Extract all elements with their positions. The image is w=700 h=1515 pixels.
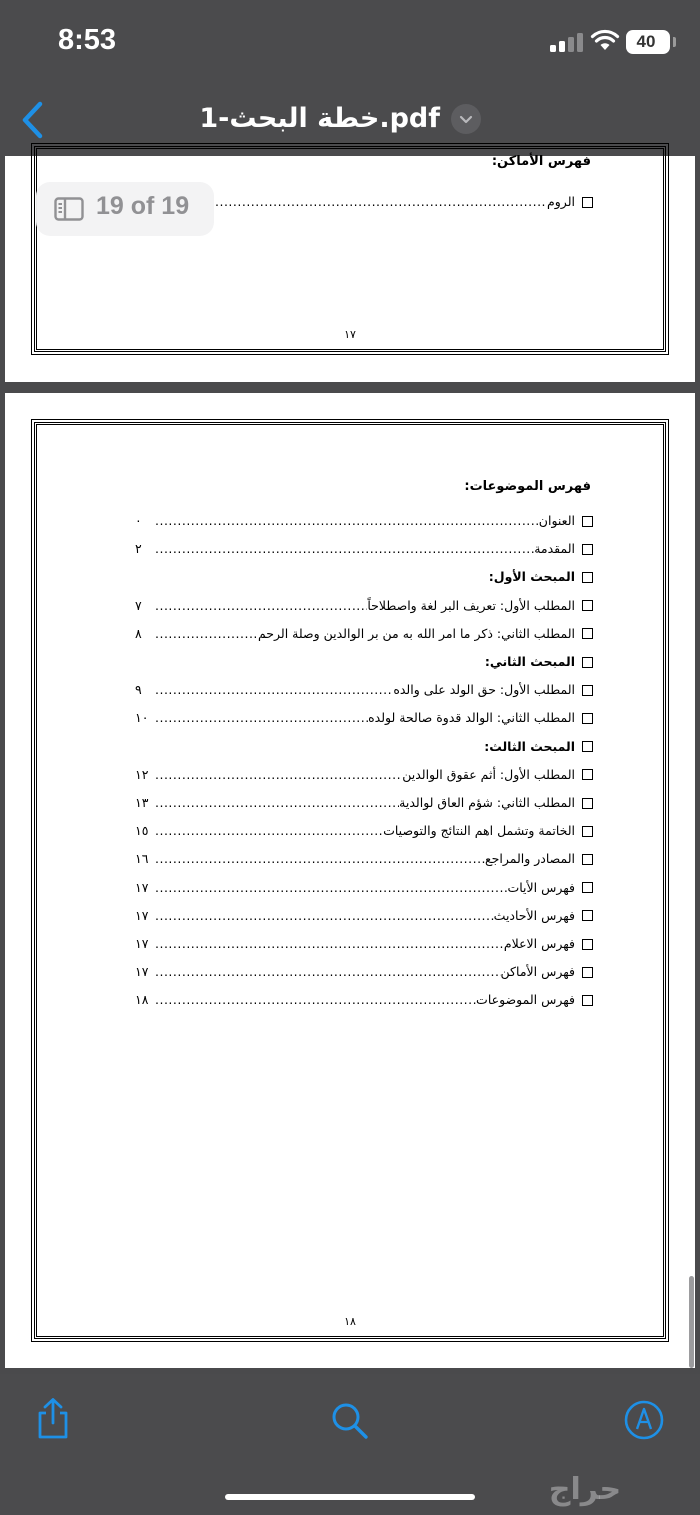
entry-page-number: ١٧ xyxy=(135,964,149,980)
entry-page-number: ١٢ xyxy=(135,766,149,782)
entry-text: فهرس الاعلام xyxy=(503,936,575,951)
entry-page-number: ١٧ xyxy=(135,879,149,895)
toc-entry xyxy=(135,878,593,898)
toc-section-heading xyxy=(135,652,593,672)
toc-entry xyxy=(135,906,593,926)
toc-entry xyxy=(135,821,593,841)
leader-dots xyxy=(215,192,547,212)
toc-entry xyxy=(135,849,593,869)
toc-entry xyxy=(135,962,593,982)
page-indicator[interactable] xyxy=(36,182,214,236)
checkbox-square-icon xyxy=(582,685,593,696)
entry-page-number: ١٥ xyxy=(135,823,149,839)
leader-dots xyxy=(155,539,534,559)
page-border xyxy=(34,146,666,352)
battery-tip xyxy=(673,37,676,47)
search-icon[interactable] xyxy=(328,1399,372,1443)
markup-icon[interactable] xyxy=(622,1398,666,1442)
toc-entry xyxy=(135,539,593,559)
toc-entry xyxy=(135,708,593,728)
entry-text: المقدمة xyxy=(534,541,575,557)
leader-dots xyxy=(155,680,393,700)
entry-page-number: ٠ xyxy=(135,513,142,528)
back-chevron-icon[interactable] xyxy=(16,98,50,142)
checkbox-square-icon xyxy=(582,910,593,921)
entry-text: المطلب الأول: أثم عقوق الوالدين xyxy=(402,766,575,782)
checkbox-square-icon xyxy=(582,854,593,865)
checkbox-square-icon xyxy=(582,572,593,583)
top-bar xyxy=(0,0,700,156)
leader-dots xyxy=(155,934,504,954)
entry-text: المبحث الثاني: xyxy=(484,654,575,669)
toc-section-heading xyxy=(135,737,593,757)
document-title[interactable]: خطة البحث-1.pdf xyxy=(199,103,440,134)
places-index-heading: فهرس الأماكن: xyxy=(491,154,591,169)
entry-page-number: ١٣ xyxy=(135,795,149,810)
checkbox-square-icon xyxy=(582,798,593,809)
entry-page-number: ١٨ xyxy=(135,992,149,1008)
toc-entry xyxy=(135,793,593,813)
toc-entry xyxy=(135,624,593,644)
wifi-icon xyxy=(590,28,620,52)
share-icon[interactable] xyxy=(31,1396,75,1440)
toc-entry xyxy=(215,192,593,212)
entry-text: فهرس الأيات xyxy=(507,879,575,895)
entry-text: المبحث الثالث: xyxy=(484,738,575,754)
leader-dots xyxy=(155,765,402,785)
page-number: ١٧ xyxy=(344,328,356,341)
watermark-logo: حراج xyxy=(548,1472,622,1507)
checkbox-square-icon xyxy=(582,628,593,639)
sidebar-thumbnails-icon xyxy=(54,197,84,221)
leader-dots xyxy=(155,624,258,644)
checkbox-square-icon xyxy=(582,544,593,555)
battery-level: 40 xyxy=(636,32,656,51)
checkbox-square-icon xyxy=(582,600,593,611)
entry-page-number: ٩ xyxy=(135,682,142,698)
page-indicator-label: 19 of 19 xyxy=(96,192,190,220)
entry-text: العنوان xyxy=(538,513,575,528)
entry-page-number: ١٠ xyxy=(135,710,149,726)
cellular-signal-icon xyxy=(550,32,584,52)
entry-page-number: ١٧ xyxy=(135,907,149,923)
checkbox-square-icon xyxy=(582,967,593,978)
toc-entry xyxy=(135,596,593,616)
checkbox-square-icon xyxy=(582,713,593,724)
entry-page-number: ٨ xyxy=(135,625,142,641)
checkbox-square-icon xyxy=(582,516,593,527)
checkbox-square-icon xyxy=(582,741,593,752)
entry-text: فهرس الأماكن xyxy=(500,964,575,980)
leader-dots xyxy=(155,793,399,813)
entry-page-number: ٧ xyxy=(135,597,142,613)
topics-index-heading: فهرس الموضوعات: xyxy=(464,479,591,494)
leader-dots xyxy=(155,708,368,728)
entry-text: الروم xyxy=(547,194,575,209)
leader-dots xyxy=(155,878,507,898)
entry-page-number: ١٦ xyxy=(135,851,149,867)
entry-text: المبحث الأول: xyxy=(488,569,575,585)
leader-dots xyxy=(155,596,367,616)
toc-entry xyxy=(135,680,593,700)
toc-entry xyxy=(135,765,593,785)
checkbox-square-icon xyxy=(582,939,593,950)
chevron-down-icon xyxy=(451,104,481,134)
toc-entry xyxy=(135,934,593,954)
leader-dots xyxy=(155,849,485,869)
vertical-scrollbar[interactable] xyxy=(689,1276,694,1368)
entry-page-number: ٢ xyxy=(135,541,142,557)
checkbox-square-icon xyxy=(582,882,593,893)
toc-entry xyxy=(135,511,593,531)
entry-page-number: ١٧ xyxy=(135,936,149,951)
leader-dots xyxy=(155,962,501,982)
checkbox-square-icon xyxy=(582,995,593,1006)
entry-text: المطلب الثاني: شؤم العاق لوالدية xyxy=(399,795,575,810)
page-number: ١٨ xyxy=(344,1315,356,1328)
checkbox-square-icon xyxy=(582,826,593,837)
toc-entry xyxy=(135,990,593,1010)
entry-text: المطلب الثاني: ذكر ما امر الله به من بر الوالدين وصلة الرحم xyxy=(257,625,575,641)
toc-section-heading xyxy=(135,567,593,587)
entry-text: المطلب الأول: حق الولد على والده xyxy=(393,682,575,698)
entry-text: فهرس الأحاديث xyxy=(493,907,575,923)
status-time: 8:53 xyxy=(58,24,117,56)
leader-dots xyxy=(155,990,476,1010)
entry-text: المطلب الثاني: الوالد قدوة صالحة لولده xyxy=(368,710,575,726)
entry-text: فهرس الموضوعات xyxy=(476,992,575,1008)
entry-text: المطلب الأول: تعريف البر لغة واصطلاحاً xyxy=(367,597,575,613)
leader-dots xyxy=(155,511,539,531)
entry-text: الخاتمة وتشمل اهم النتائج والتوصيات xyxy=(383,823,575,839)
checkbox-square-icon xyxy=(582,197,593,208)
entry-text: المصادر والمراجع xyxy=(484,851,575,867)
leader-dots xyxy=(155,821,383,841)
battery-icon xyxy=(626,30,670,54)
pdf-page-18 xyxy=(5,393,695,1368)
home-indicator[interactable] xyxy=(225,1494,475,1500)
leader-dots xyxy=(155,906,494,926)
checkbox-square-icon xyxy=(582,769,593,780)
checkbox-square-icon xyxy=(582,657,593,668)
title-menu-button[interactable] xyxy=(451,104,481,134)
